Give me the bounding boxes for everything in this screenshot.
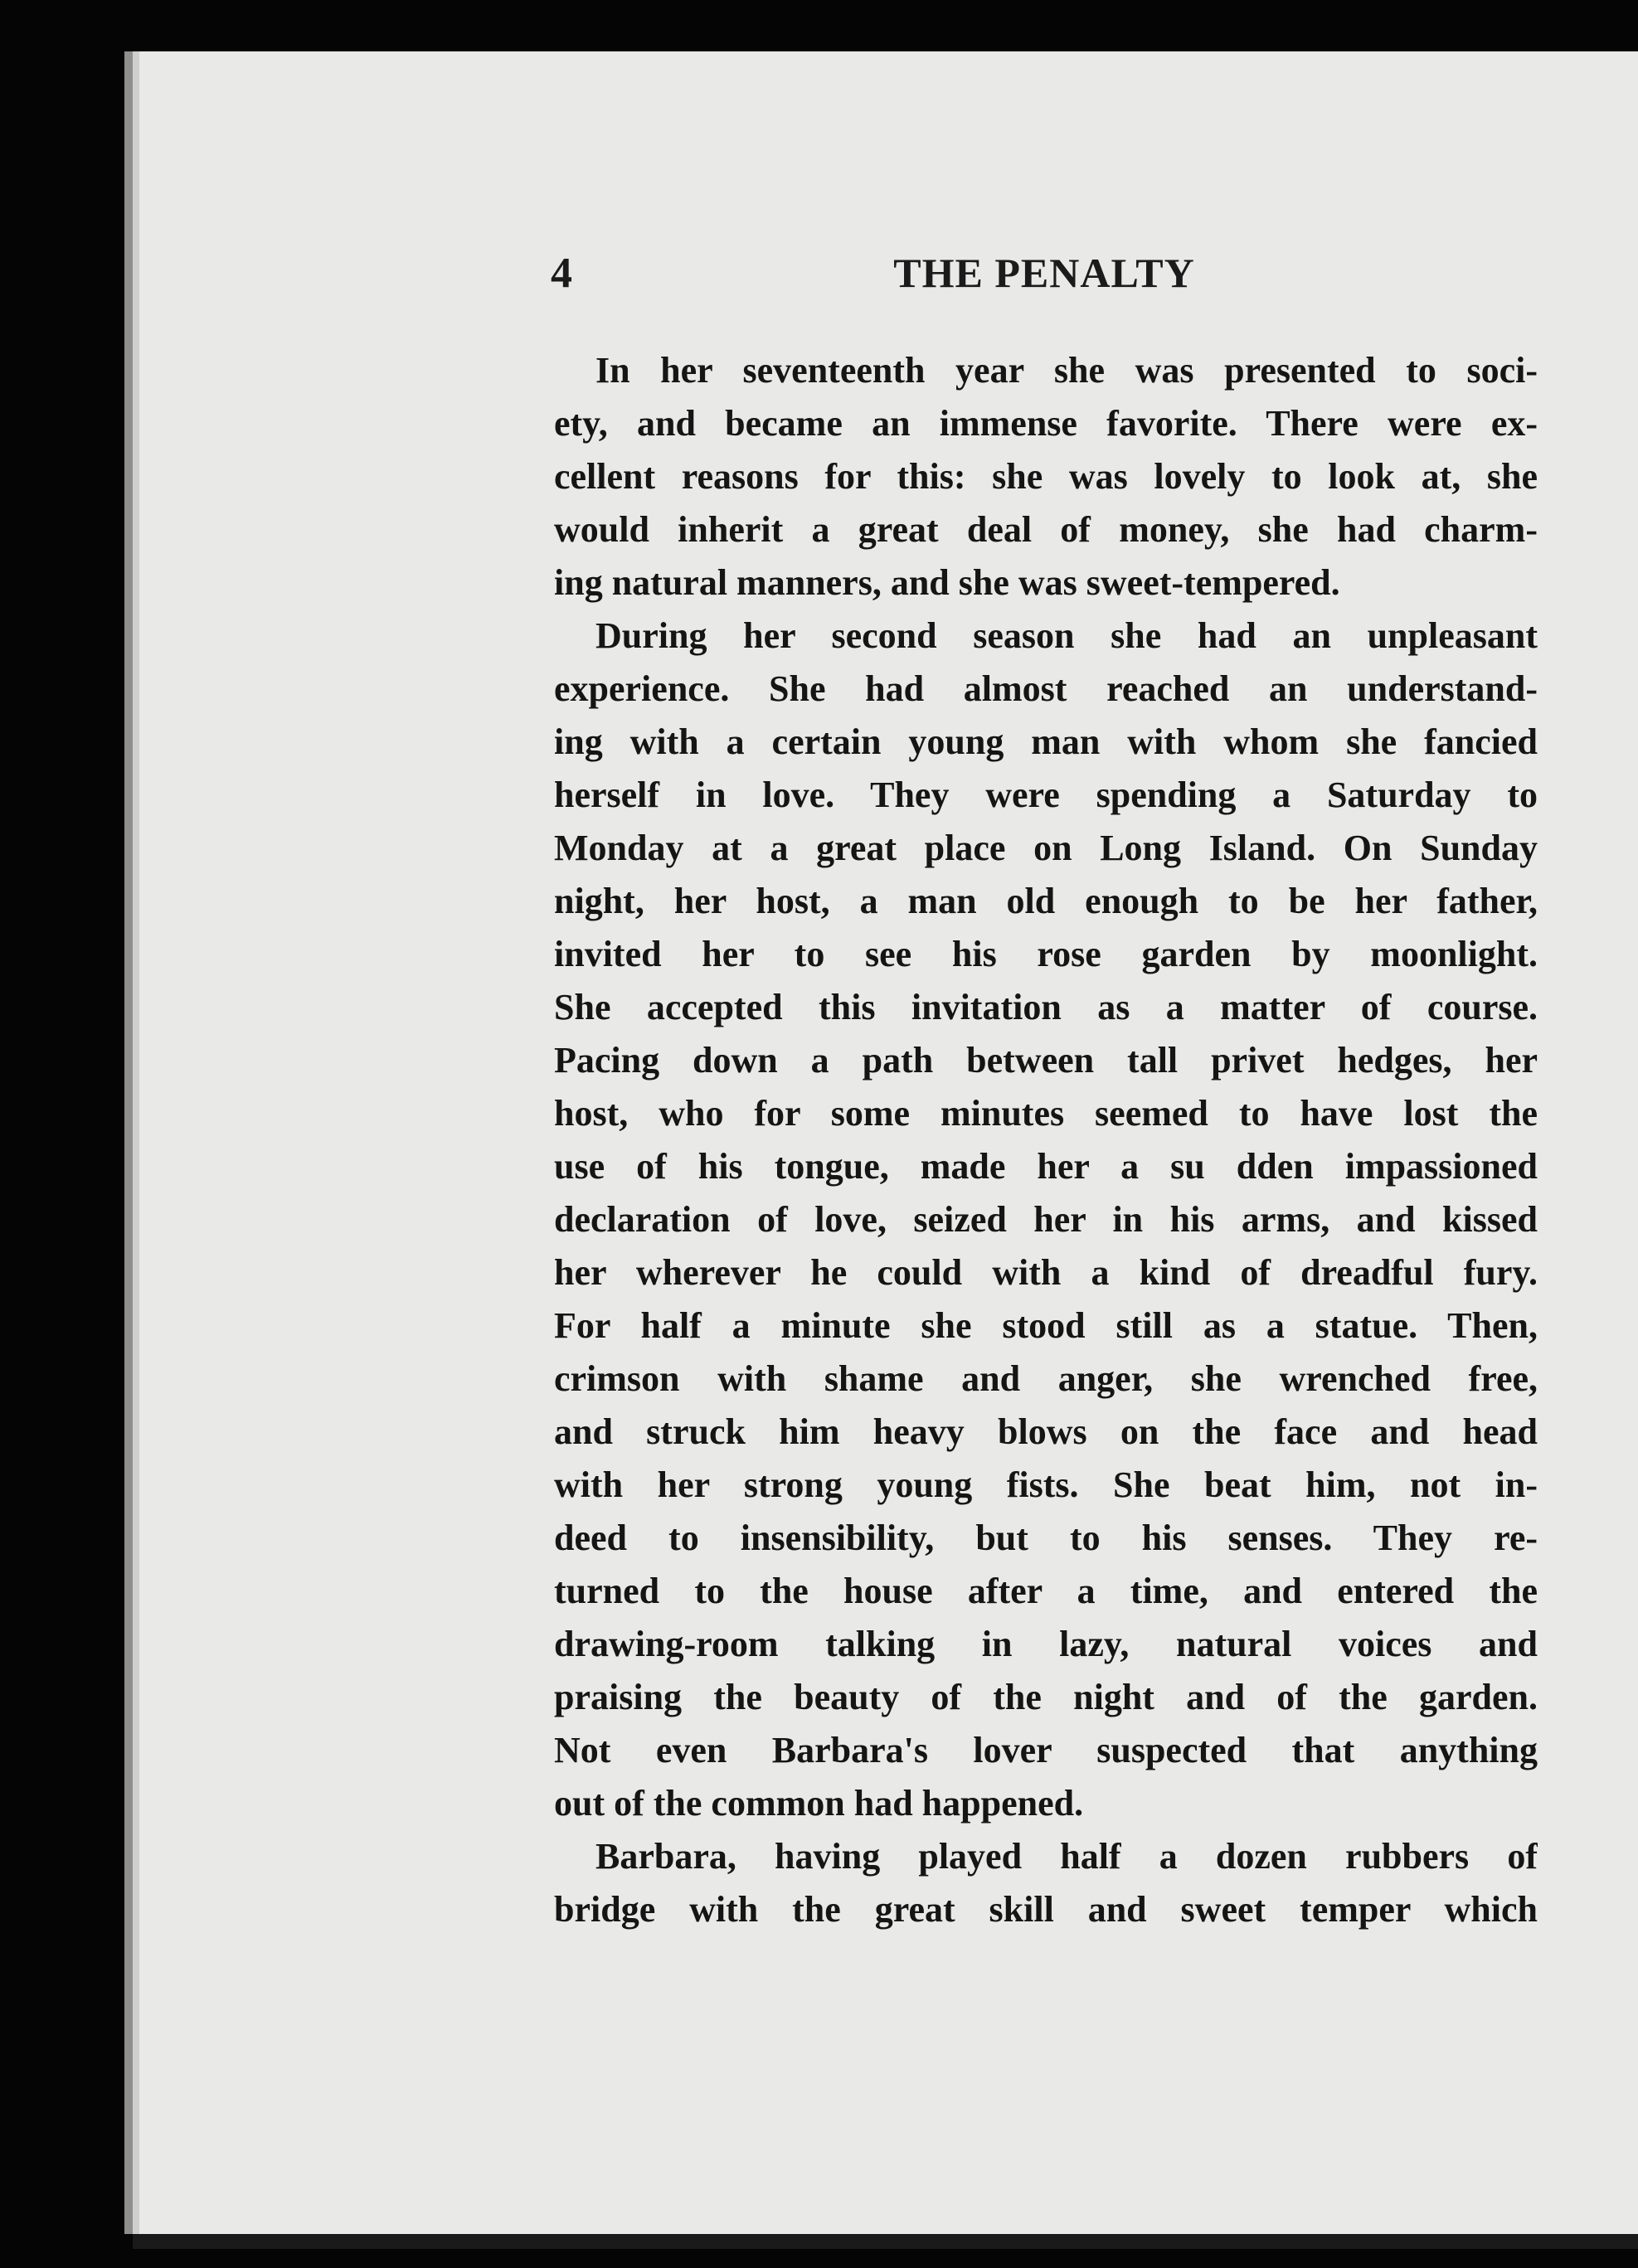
text-line: Barbara, having played half a dozen rubbers of xyxy=(595,1836,1538,1877)
text-line: declaration of love, seized her in his arms, and kissed xyxy=(554,1199,1538,1240)
paragraph xyxy=(554,1830,1538,1936)
text-line: In her seventeenth year she was presented to soci- xyxy=(595,350,1538,391)
text-line: drawing-room talking in lazy, natural voices and xyxy=(554,1624,1538,1664)
text-line: use of his tongue, made her a su dden impassioned xyxy=(554,1146,1538,1187)
text-line: ety, and became an immense favorite. There were ex- xyxy=(554,403,1538,444)
text-line: invited her to see his rose garden by moonlight. xyxy=(554,934,1538,974)
paragraph xyxy=(554,609,1538,1830)
text-line: night, her host, a man old enough to be her father, xyxy=(554,881,1538,921)
page-stack-edge xyxy=(124,51,133,2234)
text-line: herself in love. They were spending a Saturday to xyxy=(554,775,1538,815)
text-line: turned to the house after a time, and entered the xyxy=(554,1571,1538,1611)
text-line: ing with a certain young man with whom she fancied xyxy=(554,721,1538,762)
text-line: For half a minute she stood still as a statue. Then, xyxy=(554,1305,1538,1346)
text-line: and struck him heavy blows on the face and head xyxy=(554,1411,1538,1452)
text-line: bridge with the great skill and sweet temper which xyxy=(554,1889,1538,1930)
text-line: Not even Barbara's lover suspected that anything xyxy=(554,1730,1538,1770)
text-line: experience. She had almost reached an understand- xyxy=(554,668,1538,709)
text-line: deed to insensibility, but to his senses. They re- xyxy=(554,1518,1538,1558)
text-line: She accepted this invitation as a matter of course. xyxy=(554,987,1538,1027)
text-line: cellent reasons for this: she was lovely to look at, she xyxy=(554,456,1538,497)
page-bottom-edge xyxy=(133,2234,1638,2249)
text-line: host, who for some minutes seemed to have lost the xyxy=(554,1093,1538,1134)
text-line: her wherever he could with a kind of dreadful fury. xyxy=(554,1252,1538,1293)
text-line: with her strong young fists. She beat him, not in- xyxy=(554,1464,1538,1505)
text-line: praising the beauty of the night and of the garden. xyxy=(554,1677,1538,1717)
running-head: THE PENALTY xyxy=(893,250,1195,296)
body-text xyxy=(554,344,1538,1936)
text-line: Pacing down a path between tall privet hedges, her xyxy=(554,1040,1538,1081)
text-line: would inherit a great deal of money, she had charm- xyxy=(554,509,1538,550)
text-line: Monday at a great place on Long Island. On Sunday xyxy=(554,828,1538,868)
page-number: 4 xyxy=(551,250,572,297)
text-line: ing natural manners, and she was sweet-tempered. xyxy=(554,562,1340,603)
text-line: During her second season she had an unpleasant xyxy=(595,615,1538,656)
text-line: crimson with shame and anger, she wrenched free, xyxy=(554,1358,1538,1399)
paragraph xyxy=(554,344,1538,609)
page-header xyxy=(551,249,1538,323)
text-line: out of the common had happened. xyxy=(554,1783,1084,1824)
